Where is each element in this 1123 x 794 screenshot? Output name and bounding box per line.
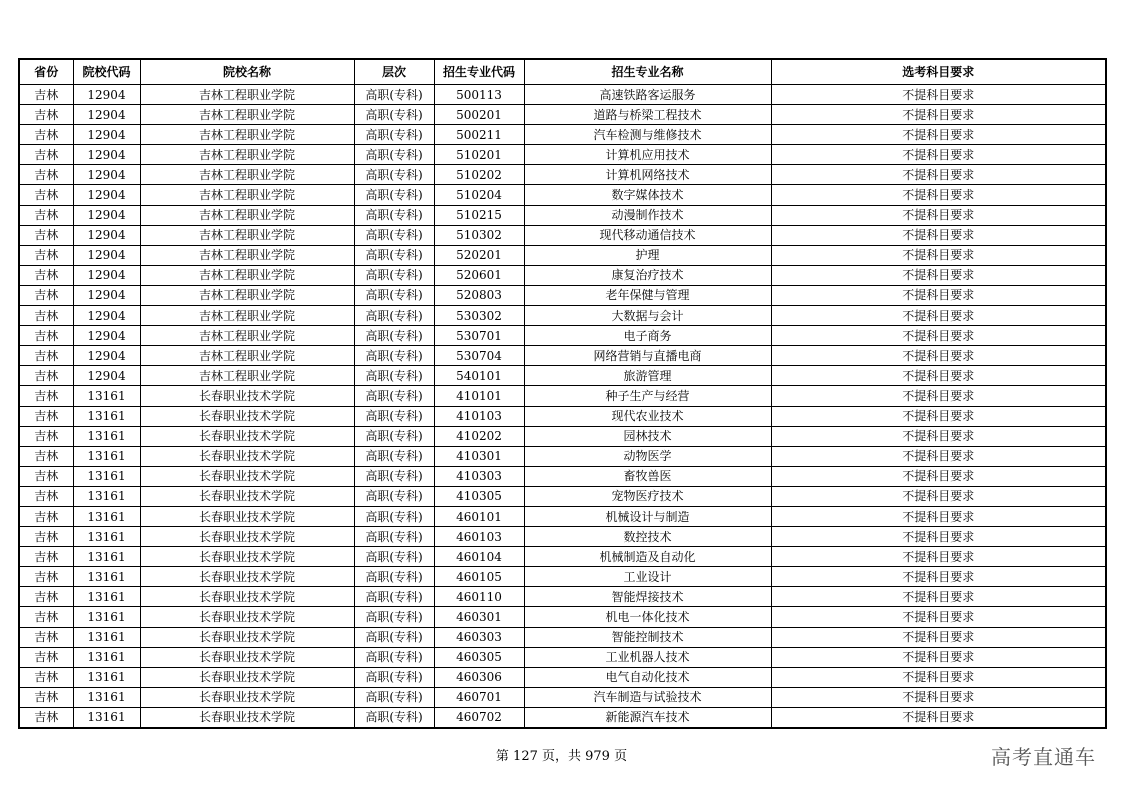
table-row [19, 85, 1106, 105]
cell-subject-requirement: 不提科目要求 [771, 326, 1106, 346]
cell-school-name: 长春职业技术学院 [140, 707, 354, 728]
cell-major-code: 460702 [434, 707, 524, 728]
cell-major-name: 现代移动通信技术 [524, 225, 771, 245]
cell-school-name: 长春职业技术学院 [140, 647, 354, 667]
table-row [19, 285, 1106, 305]
table-row [19, 486, 1106, 506]
cell-province: 吉林 [19, 85, 73, 105]
cell-level: 高职(专科) [354, 85, 434, 105]
cell-major-name: 旅游管理 [524, 366, 771, 386]
cell-subject-requirement: 不提科目要求 [771, 506, 1106, 526]
cell-school-name: 长春职业技术学院 [140, 627, 354, 647]
cell-school-code: 13161 [73, 627, 140, 647]
cell-level: 高职(专科) [354, 125, 434, 145]
header-level: 层次 [354, 59, 434, 85]
cell-province: 吉林 [19, 567, 73, 587]
cell-major-code: 460101 [434, 506, 524, 526]
cell-province: 吉林 [19, 446, 73, 466]
cell-level: 高职(专科) [354, 406, 434, 426]
cell-major-code: 460104 [434, 547, 524, 567]
cell-major-name: 园林技术 [524, 426, 771, 446]
cell-school-name: 吉林工程职业学院 [140, 145, 354, 165]
cell-level: 高职(专科) [354, 466, 434, 486]
cell-school-name: 长春职业技术学院 [140, 587, 354, 607]
table-row [19, 225, 1106, 245]
cell-level: 高职(专科) [354, 185, 434, 205]
cell-school-code: 13161 [73, 486, 140, 506]
cell-major-name: 工业机器人技术 [524, 647, 771, 667]
cell-school-code: 12904 [73, 245, 140, 265]
cell-major-name: 汽车检测与维修技术 [524, 125, 771, 145]
cell-level: 高职(专科) [354, 366, 434, 386]
cell-major-code: 410303 [434, 466, 524, 486]
cell-school-name: 吉林工程职业学院 [140, 306, 354, 326]
cell-major-name: 数字媒体技术 [524, 185, 771, 205]
header-major-code: 招生专业代码 [434, 59, 524, 85]
cell-level: 高职(专科) [354, 567, 434, 587]
cell-major-code: 510201 [434, 145, 524, 165]
cell-subject-requirement: 不提科目要求 [771, 85, 1106, 105]
cell-province: 吉林 [19, 707, 73, 728]
cell-school-name: 吉林工程职业学院 [140, 205, 354, 225]
cell-school-code: 12904 [73, 265, 140, 285]
cell-province: 吉林 [19, 486, 73, 506]
cell-province: 吉林 [19, 547, 73, 567]
table-row [19, 627, 1106, 647]
cell-school-code: 12904 [73, 205, 140, 225]
cell-major-code: 530701 [434, 326, 524, 346]
cell-school-code: 12904 [73, 85, 140, 105]
cell-major-name: 计算机网络技术 [524, 165, 771, 185]
cell-school-code: 13161 [73, 607, 140, 627]
cell-subject-requirement: 不提科目要求 [771, 667, 1106, 687]
table-row [19, 306, 1106, 326]
cell-level: 高职(专科) [354, 326, 434, 346]
cell-subject-requirement: 不提科目要求 [771, 125, 1106, 145]
cell-major-code: 460103 [434, 527, 524, 547]
cell-level: 高职(专科) [354, 105, 434, 125]
table-row [19, 466, 1106, 486]
cell-major-name: 电气自动化技术 [524, 667, 771, 687]
cell-province: 吉林 [19, 587, 73, 607]
cell-level: 高职(专科) [354, 587, 434, 607]
cell-subject-requirement: 不提科目要求 [771, 627, 1106, 647]
cell-province: 吉林 [19, 125, 73, 145]
table-body [19, 85, 1106, 729]
cell-subject-requirement: 不提科目要求 [771, 547, 1106, 567]
cell-level: 高职(专科) [354, 647, 434, 667]
cell-major-name: 网络营销与直播电商 [524, 346, 771, 366]
cell-major-name: 老年保健与管理 [524, 285, 771, 305]
cell-school-code: 12904 [73, 225, 140, 245]
cell-subject-requirement: 不提科目要求 [771, 205, 1106, 225]
cell-level: 高职(专科) [354, 145, 434, 165]
cell-school-code: 13161 [73, 647, 140, 667]
cell-subject-requirement: 不提科目要求 [771, 265, 1106, 285]
cell-school-name: 长春职业技术学院 [140, 667, 354, 687]
admissions-table [18, 58, 1107, 729]
header-province: 省份 [19, 59, 73, 85]
cell-major-name: 道路与桥梁工程技术 [524, 105, 771, 125]
cell-school-name: 长春职业技术学院 [140, 446, 354, 466]
cell-school-name: 吉林工程职业学院 [140, 265, 354, 285]
cell-province: 吉林 [19, 506, 73, 526]
cell-level: 高职(专科) [354, 627, 434, 647]
cell-province: 吉林 [19, 185, 73, 205]
table-row [19, 406, 1106, 426]
cell-province: 吉林 [19, 607, 73, 627]
cell-major-name: 大数据与会计 [524, 306, 771, 326]
cell-level: 高职(专科) [354, 245, 434, 265]
cell-school-name: 吉林工程职业学院 [140, 105, 354, 125]
cell-school-name: 吉林工程职业学院 [140, 285, 354, 305]
cell-school-name: 吉林工程职业学院 [140, 346, 354, 366]
cell-school-code: 12904 [73, 326, 140, 346]
table-row [19, 567, 1106, 587]
cell-school-code: 12904 [73, 145, 140, 165]
cell-major-code: 460303 [434, 627, 524, 647]
cell-subject-requirement: 不提科目要求 [771, 165, 1106, 185]
table-row [19, 547, 1106, 567]
cell-major-name: 种子生产与经营 [524, 386, 771, 406]
cell-school-name: 长春职业技术学院 [140, 426, 354, 446]
cell-subject-requirement: 不提科目要求 [771, 285, 1106, 305]
cell-province: 吉林 [19, 285, 73, 305]
cell-school-name: 长春职业技术学院 [140, 486, 354, 506]
cell-level: 高职(专科) [354, 285, 434, 305]
cell-major-name: 新能源汽车技术 [524, 707, 771, 728]
cell-major-code: 460701 [434, 687, 524, 707]
cell-subject-requirement: 不提科目要求 [771, 306, 1106, 326]
cell-level: 高职(专科) [354, 426, 434, 446]
cell-major-code: 410301 [434, 446, 524, 466]
cell-school-name: 长春职业技术学院 [140, 567, 354, 587]
cell-major-code: 510302 [434, 225, 524, 245]
cell-school-code: 13161 [73, 587, 140, 607]
cell-province: 吉林 [19, 346, 73, 366]
cell-subject-requirement: 不提科目要求 [771, 647, 1106, 667]
cell-school-code: 13161 [73, 567, 140, 587]
cell-province: 吉林 [19, 306, 73, 326]
cell-province: 吉林 [19, 527, 73, 547]
cell-subject-requirement: 不提科目要求 [771, 386, 1106, 406]
cell-province: 吉林 [19, 426, 73, 446]
cell-major-code: 520201 [434, 245, 524, 265]
table-row [19, 105, 1106, 125]
cell-school-name: 吉林工程职业学院 [140, 165, 354, 185]
cell-school-name: 吉林工程职业学院 [140, 125, 354, 145]
cell-school-code: 13161 [73, 466, 140, 486]
cell-major-name: 护理 [524, 245, 771, 265]
cell-major-code: 510215 [434, 205, 524, 225]
cell-school-name: 长春职业技术学院 [140, 406, 354, 426]
table-row [19, 265, 1106, 285]
cell-subject-requirement: 不提科目要求 [771, 225, 1106, 245]
cell-school-name: 长春职业技术学院 [140, 607, 354, 627]
cell-province: 吉林 [19, 225, 73, 245]
cell-major-code: 500113 [434, 85, 524, 105]
cell-school-code: 12904 [73, 346, 140, 366]
cell-school-code: 12904 [73, 185, 140, 205]
cell-school-name: 吉林工程职业学院 [140, 245, 354, 265]
cell-major-name: 畜牧兽医 [524, 466, 771, 486]
cell-province: 吉林 [19, 647, 73, 667]
cell-major-code: 530704 [434, 346, 524, 366]
cell-school-code: 13161 [73, 386, 140, 406]
cell-major-code: 410101 [434, 386, 524, 406]
table-header-row [19, 59, 1106, 85]
cell-school-code: 12904 [73, 125, 140, 145]
cell-level: 高职(专科) [354, 386, 434, 406]
cell-subject-requirement: 不提科目要求 [771, 527, 1106, 547]
cell-subject-requirement: 不提科目要求 [771, 486, 1106, 506]
cell-major-name: 机电一体化技术 [524, 607, 771, 627]
cell-school-name: 长春职业技术学院 [140, 506, 354, 526]
cell-major-code: 510202 [434, 165, 524, 185]
cell-school-name: 长春职业技术学院 [140, 527, 354, 547]
cell-province: 吉林 [19, 466, 73, 486]
cell-subject-requirement: 不提科目要求 [771, 245, 1106, 265]
cell-province: 吉林 [19, 265, 73, 285]
cell-major-name: 宠物医疗技术 [524, 486, 771, 506]
table-row [19, 125, 1106, 145]
cell-major-code: 510204 [434, 185, 524, 205]
cell-level: 高职(专科) [354, 446, 434, 466]
table-row [19, 647, 1106, 667]
cell-major-name: 现代农业技术 [524, 406, 771, 426]
table-row [19, 587, 1106, 607]
table-row [19, 707, 1106, 728]
cell-province: 吉林 [19, 145, 73, 165]
table-row [19, 426, 1106, 446]
cell-subject-requirement: 不提科目要求 [771, 145, 1106, 165]
cell-school-code: 13161 [73, 667, 140, 687]
watermark-logo: 高考直通车 [991, 745, 1096, 769]
cell-major-code: 410103 [434, 406, 524, 426]
header-subject-requirement: 选考科目要求 [771, 59, 1106, 85]
cell-school-code: 13161 [73, 547, 140, 567]
cell-major-name: 智能焊接技术 [524, 587, 771, 607]
cell-major-name: 康复治疗技术 [524, 265, 771, 285]
cell-subject-requirement: 不提科目要求 [771, 346, 1106, 366]
cell-school-name: 吉林工程职业学院 [140, 185, 354, 205]
header-school-name: 院校名称 [140, 59, 354, 85]
cell-school-code: 13161 [73, 446, 140, 466]
cell-school-code: 12904 [73, 366, 140, 386]
cell-level: 高职(专科) [354, 506, 434, 526]
table-row [19, 245, 1106, 265]
cell-province: 吉林 [19, 165, 73, 185]
cell-school-name: 长春职业技术学院 [140, 687, 354, 707]
cell-school-code: 13161 [73, 707, 140, 728]
table-row [19, 145, 1106, 165]
cell-province: 吉林 [19, 667, 73, 687]
cell-major-code: 460110 [434, 587, 524, 607]
table-row [19, 346, 1106, 366]
cell-major-code: 460105 [434, 567, 524, 587]
cell-major-code: 460306 [434, 667, 524, 687]
cell-school-code: 12904 [73, 306, 140, 326]
cell-level: 高职(专科) [354, 205, 434, 225]
cell-major-name: 智能控制技术 [524, 627, 771, 647]
table-row [19, 687, 1106, 707]
cell-school-code: 13161 [73, 687, 140, 707]
table-row [19, 185, 1106, 205]
table-row [19, 165, 1106, 185]
cell-major-name: 汽车制造与试验技术 [524, 687, 771, 707]
cell-level: 高职(专科) [354, 607, 434, 627]
table-row [19, 446, 1106, 466]
table-row [19, 527, 1106, 547]
cell-subject-requirement: 不提科目要求 [771, 607, 1106, 627]
cell-subject-requirement: 不提科目要求 [771, 406, 1106, 426]
table-row [19, 205, 1106, 225]
cell-major-name: 机械设计与制造 [524, 506, 771, 526]
cell-subject-requirement: 不提科目要求 [771, 105, 1106, 125]
cell-school-code: 13161 [73, 506, 140, 526]
cell-school-code: 12904 [73, 285, 140, 305]
cell-subject-requirement: 不提科目要求 [771, 466, 1106, 486]
cell-school-name: 吉林工程职业学院 [140, 326, 354, 346]
cell-level: 高职(专科) [354, 486, 434, 506]
cell-level: 高职(专科) [354, 346, 434, 366]
cell-subject-requirement: 不提科目要求 [771, 567, 1106, 587]
header-major-name: 招生专业名称 [524, 59, 771, 85]
cell-province: 吉林 [19, 105, 73, 125]
cell-province: 吉林 [19, 205, 73, 225]
cell-province: 吉林 [19, 245, 73, 265]
cell-level: 高职(专科) [354, 687, 434, 707]
cell-level: 高职(专科) [354, 547, 434, 567]
cell-subject-requirement: 不提科目要求 [771, 687, 1106, 707]
cell-level: 高职(专科) [354, 527, 434, 547]
cell-school-name: 长春职业技术学院 [140, 466, 354, 486]
cell-school-code: 13161 [73, 426, 140, 446]
cell-subject-requirement: 不提科目要求 [771, 587, 1106, 607]
cell-major-name: 计算机应用技术 [524, 145, 771, 165]
cell-school-code: 13161 [73, 527, 140, 547]
cell-school-code: 13161 [73, 406, 140, 426]
cell-province: 吉林 [19, 687, 73, 707]
cell-major-code: 520803 [434, 285, 524, 305]
cell-school-name: 长春职业技术学院 [140, 386, 354, 406]
cell-major-name: 动物医学 [524, 446, 771, 466]
page-number-footer: 第 127 页，共 979 页 [495, 749, 628, 764]
table-row [19, 386, 1106, 406]
cell-school-code: 12904 [73, 105, 140, 125]
cell-major-code: 500201 [434, 105, 524, 125]
cell-level: 高职(专科) [354, 165, 434, 185]
cell-level: 高职(专科) [354, 265, 434, 285]
cell-level: 高职(专科) [354, 667, 434, 687]
cell-level: 高职(专科) [354, 707, 434, 728]
cell-school-name: 长春职业技术学院 [140, 547, 354, 567]
table-row [19, 667, 1106, 687]
cell-province: 吉林 [19, 627, 73, 647]
cell-major-name: 机械制造及自动化 [524, 547, 771, 567]
cell-school-code: 12904 [73, 165, 140, 185]
cell-major-code: 530302 [434, 306, 524, 326]
cell-subject-requirement: 不提科目要求 [771, 426, 1106, 446]
cell-major-name: 动漫制作技术 [524, 205, 771, 225]
cell-province: 吉林 [19, 406, 73, 426]
cell-province: 吉林 [19, 326, 73, 346]
cell-subject-requirement: 不提科目要求 [771, 446, 1106, 466]
cell-school-name: 吉林工程职业学院 [140, 225, 354, 245]
cell-major-code: 460301 [434, 607, 524, 627]
cell-level: 高职(专科) [354, 306, 434, 326]
cell-major-code: 500211 [434, 125, 524, 145]
cell-level: 高职(专科) [354, 225, 434, 245]
table-row [19, 366, 1106, 386]
table-row [19, 326, 1106, 346]
cell-major-code: 410305 [434, 486, 524, 506]
cell-school-name: 吉林工程职业学院 [140, 85, 354, 105]
cell-province: 吉林 [19, 366, 73, 386]
cell-major-name: 高速铁路客运服务 [524, 85, 771, 105]
table-row [19, 506, 1106, 526]
cell-subject-requirement: 不提科目要求 [771, 366, 1106, 386]
cell-major-code: 460305 [434, 647, 524, 667]
cell-school-name: 吉林工程职业学院 [140, 366, 354, 386]
cell-province: 吉林 [19, 386, 73, 406]
cell-subject-requirement: 不提科目要求 [771, 185, 1106, 205]
cell-major-code: 410202 [434, 426, 524, 446]
cell-major-name: 数控技术 [524, 527, 771, 547]
cell-major-name: 工业设计 [524, 567, 771, 587]
cell-major-name: 电子商务 [524, 326, 771, 346]
cell-major-code: 520601 [434, 265, 524, 285]
table-row [19, 607, 1106, 627]
cell-subject-requirement: 不提科目要求 [771, 707, 1106, 728]
header-school-code: 院校代码 [73, 59, 140, 85]
cell-major-code: 540101 [434, 366, 524, 386]
